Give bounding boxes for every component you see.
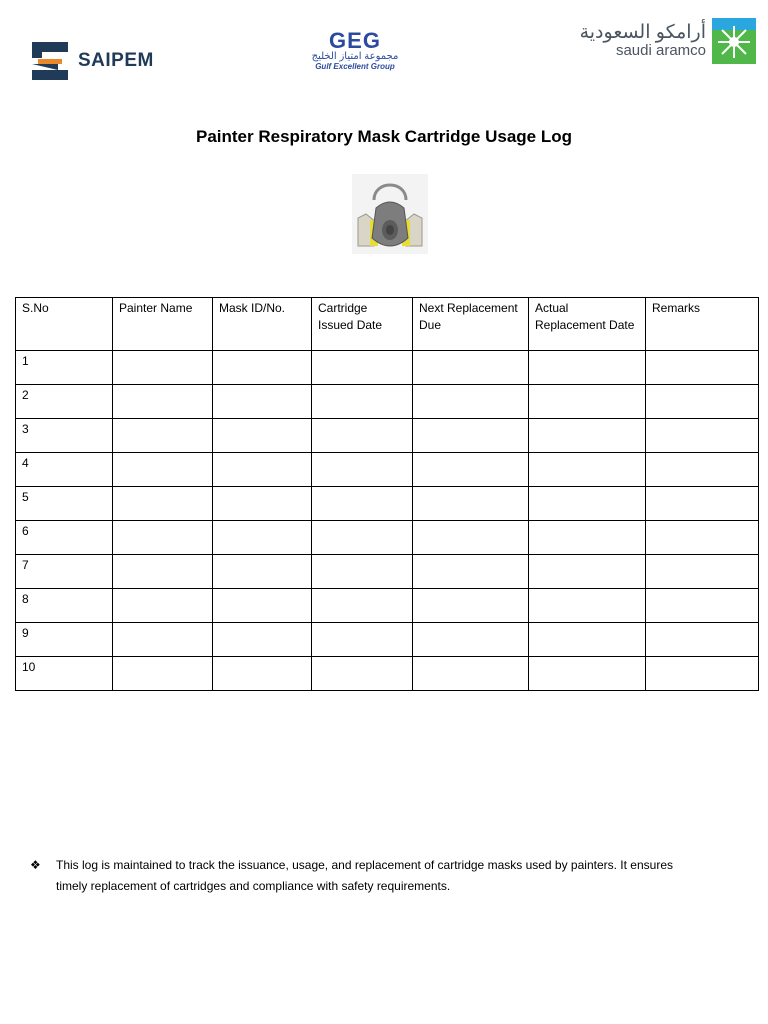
mask-id-cell[interactable] [213,589,312,623]
next-replacement-due-cell[interactable] [413,555,529,589]
remarks-cell[interactable] [646,385,759,419]
header-actual-replacement-date: Actual Replacement Date [529,298,646,351]
row-number: 1 [16,351,113,385]
remarks-cell[interactable] [646,623,759,657]
aramco-logo [580,16,756,66]
saipem-logo [30,38,160,84]
table-row [16,385,759,419]
actual-replacement-date-cell[interactable] [529,487,646,521]
next-replacement-due-cell[interactable] [413,351,529,385]
row-number: 5 [16,487,113,521]
mask-id-cell[interactable] [213,419,312,453]
next-replacement-due-cell[interactable] [413,657,529,691]
next-replacement-due-cell[interactable] [413,453,529,487]
respirator-mask-image [352,174,428,254]
table-row [16,589,759,623]
diamond-bullet-icon: ❖ [30,858,41,872]
remarks-cell[interactable] [646,589,759,623]
table-body [16,351,759,691]
next-replacement-due-cell[interactable] [413,521,529,555]
aramco-logo-arabic: أرامكو السعودية [579,22,706,43]
mask-id-cell[interactable] [213,555,312,589]
row-number: 6 [16,521,113,555]
remarks-cell[interactable] [646,657,759,691]
table-row [16,623,759,657]
painter-name-cell[interactable] [113,589,213,623]
geg-logo-english: Gulf Excellent Group [315,62,395,71]
geg-logo [300,30,410,74]
page-title: Painter Respiratory Mask Cartridge Usage Log [195,127,572,146]
header-painter-name: Painter Name [113,298,213,351]
next-replacement-due-cell[interactable] [413,419,529,453]
actual-replacement-date-cell[interactable] [529,385,646,419]
geg-logo-arabic: مجموعة امتياز الخليج [311,51,399,62]
row-number: 9 [16,623,113,657]
remarks-cell[interactable] [646,487,759,521]
remarks-cell[interactable] [646,351,759,385]
actual-replacement-date-cell[interactable] [529,589,646,623]
next-replacement-due-cell[interactable] [413,385,529,419]
table-header-row [16,298,759,351]
painter-name-cell[interactable] [113,555,213,589]
row-number: 4 [16,453,113,487]
row-number: 3 [16,419,113,453]
next-replacement-due-cell[interactable] [413,623,529,657]
cartridge-issued-date-cell[interactable] [312,555,413,589]
painter-name-cell[interactable] [113,351,213,385]
header-remarks: Remarks [646,298,759,351]
row-number: 10 [16,657,113,691]
actual-replacement-date-cell[interactable] [529,623,646,657]
actual-replacement-date-cell[interactable] [529,351,646,385]
mask-id-cell[interactable] [213,521,312,555]
mask-id-cell[interactable] [213,623,312,657]
cartridge-issued-date-cell[interactable] [312,453,413,487]
painter-name-cell[interactable] [113,623,213,657]
usage-log-table [15,297,759,691]
footer-note-text: This log is maintained to track the issuance, usage, and replacement of cartridge masks used by painters. It ensures timely replacement of cartridges and compliance with safety requirements. [56,858,673,893]
cartridge-issued-date-cell[interactable] [312,623,413,657]
saipem-logo-mark [30,40,70,82]
remarks-cell[interactable] [646,555,759,589]
cartridge-issued-date-cell[interactable] [312,385,413,419]
table-row [16,521,759,555]
table-row [16,555,759,589]
cartridge-issued-date-cell[interactable] [312,589,413,623]
row-number: 8 [16,589,113,623]
mask-id-cell[interactable] [213,351,312,385]
remarks-cell[interactable] [646,419,759,453]
header-mask-id: Mask ID/No. [213,298,312,351]
saipem-logo-text: SAIPEM [78,50,154,71]
table-row [16,419,759,453]
next-replacement-due-cell[interactable] [413,589,529,623]
table-row [16,487,759,521]
painter-name-cell[interactable] [113,453,213,487]
aramco-logo-english: saudi aramco [615,42,706,59]
remarks-cell[interactable] [646,521,759,555]
table-row [16,351,759,385]
row-number: 2 [16,385,113,419]
cartridge-issued-date-cell[interactable] [312,521,413,555]
cartridge-issued-date-cell[interactable] [312,419,413,453]
actual-replacement-date-cell[interactable] [529,657,646,691]
mask-id-cell[interactable] [213,453,312,487]
cartridge-issued-date-cell[interactable] [312,657,413,691]
actual-replacement-date-cell[interactable] [529,453,646,487]
mask-id-cell[interactable] [213,487,312,521]
remarks-cell[interactable] [646,453,759,487]
actual-replacement-date-cell[interactable] [529,521,646,555]
actual-replacement-date-cell[interactable] [529,419,646,453]
actual-replacement-date-cell[interactable] [529,555,646,589]
header-cartridge-issued-date: Cartridge Issued Date [312,298,413,351]
mask-id-cell[interactable] [213,385,312,419]
mask-id-cell[interactable] [213,657,312,691]
cartridge-issued-date-cell[interactable] [312,351,413,385]
table-row [16,657,759,691]
header-next-replacement-due: Next Replacement Due [413,298,529,351]
cartridge-issued-date-cell[interactable] [312,487,413,521]
header-sno: S.No [16,298,113,351]
painter-name-cell[interactable] [113,385,213,419]
painter-name-cell[interactable] [113,487,213,521]
footer-note [30,855,680,897]
painter-name-cell[interactable] [113,657,213,691]
table-row [16,453,759,487]
aramco-star-icon [712,18,756,64]
painter-name-cell[interactable] [113,419,213,453]
geg-logo-text: GEG [329,28,381,53]
next-replacement-due-cell[interactable] [413,487,529,521]
painter-name-cell[interactable] [113,521,213,555]
row-number: 7 [16,555,113,589]
